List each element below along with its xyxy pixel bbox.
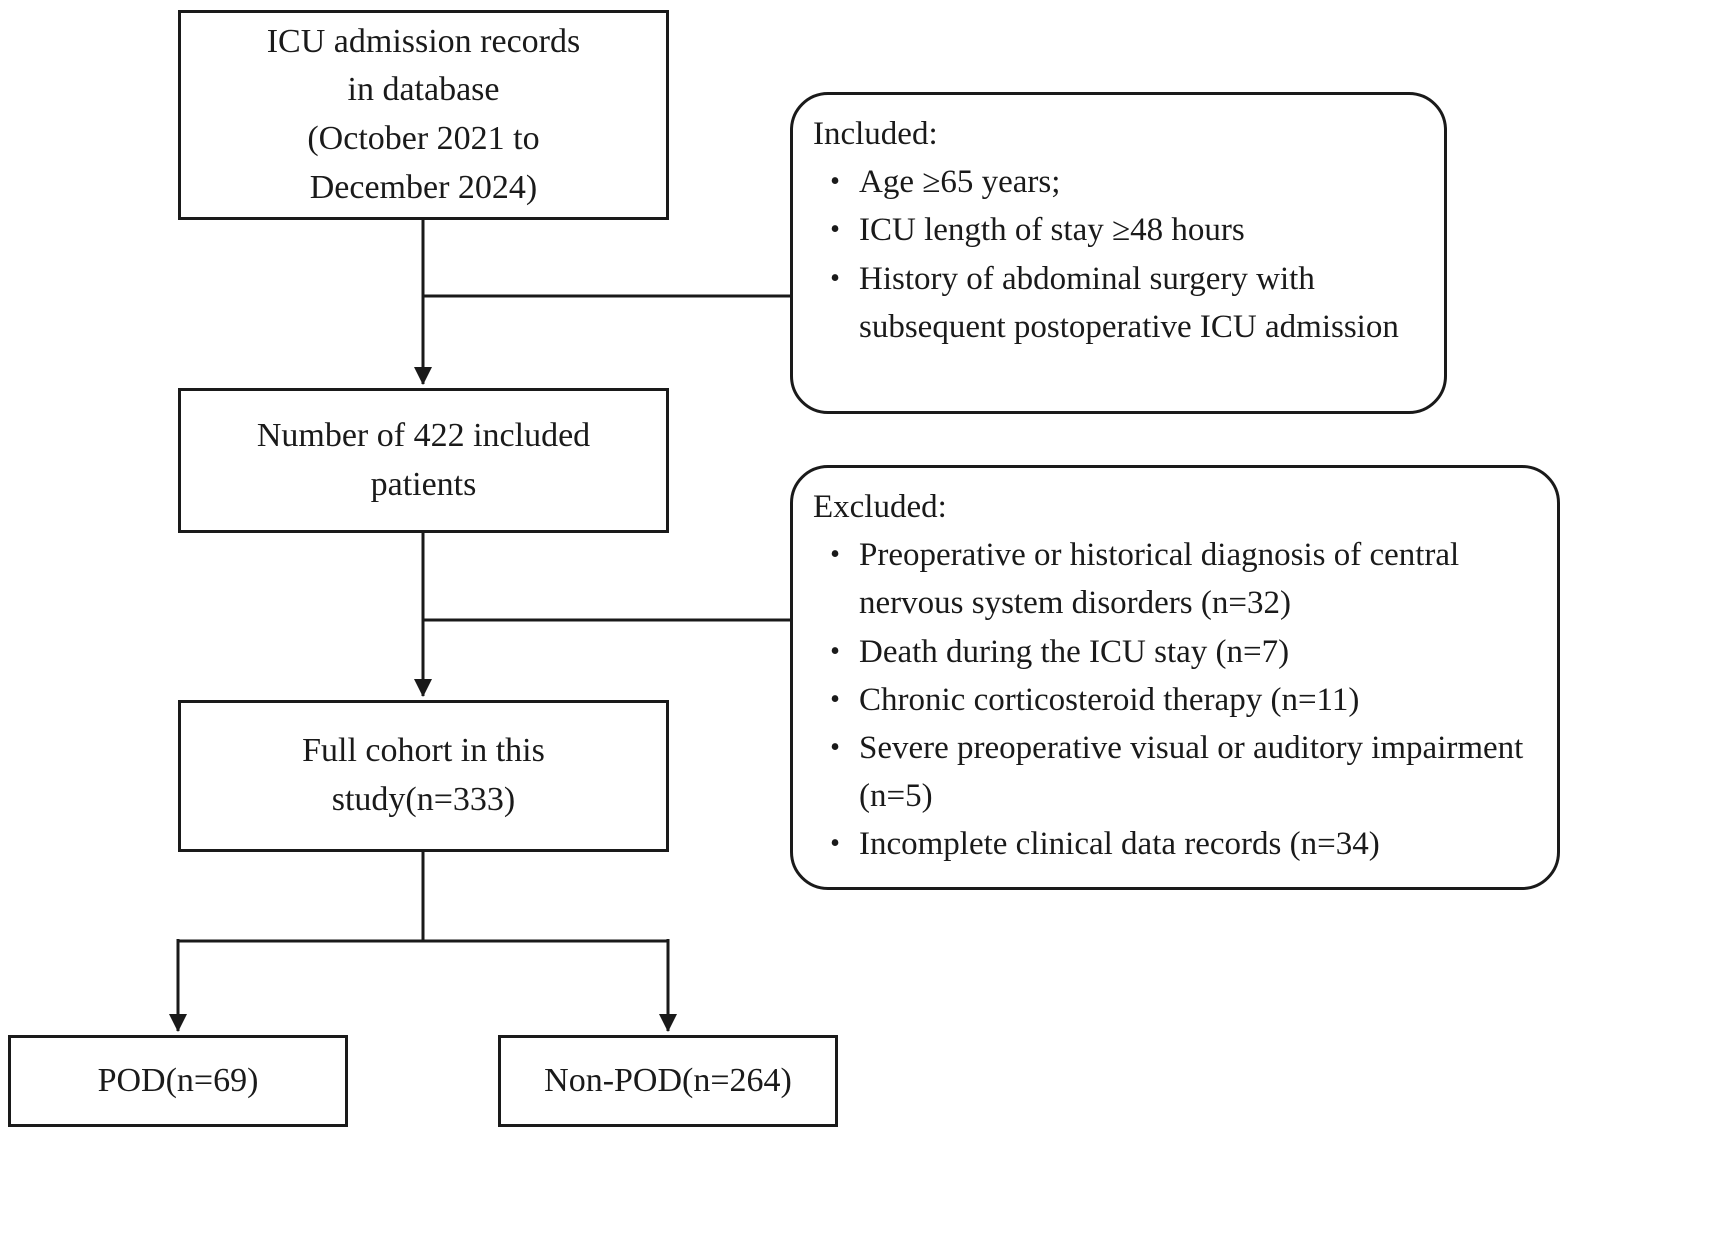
node-icu-admission-records <box>178 10 669 220</box>
node-text-line: ICU admission records <box>266 22 581 60</box>
list-item <box>811 255 1426 351</box>
bullet-icon: • <box>830 828 840 860</box>
node-text-line: in database <box>347 71 500 109</box>
included-title: Included: <box>813 116 938 152</box>
node-full-cohort <box>178 700 669 852</box>
bullet-icon: • <box>830 683 840 715</box>
excluded-title: Excluded: <box>813 489 947 525</box>
node-text-line: Full cohort in this <box>302 732 545 770</box>
bullet-icon: • <box>830 731 840 763</box>
bullet-icon: • <box>830 635 840 667</box>
node-text-line: POD(n=69) <box>97 1061 259 1099</box>
node-text-line: December 2024) <box>309 168 538 206</box>
node-included-patients <box>178 388 669 533</box>
excluded-criterion: Preoperative or historical diagnosis of central nervous system disorders (n=32) <box>859 537 1460 622</box>
bullet-icon: • <box>830 214 840 246</box>
bullet-icon: • <box>830 166 840 198</box>
list-item <box>811 724 1539 820</box>
node-pod-group <box>8 1035 348 1127</box>
node-text-line: Number of 422 included <box>256 416 591 454</box>
list-item <box>811 531 1539 627</box>
node-text-line: Non-POD(n=264) <box>544 1061 792 1099</box>
callout-included-criteria <box>790 92 1447 414</box>
node-text-line: patients <box>370 465 477 503</box>
excluded-criterion: Incomplete clinical data records (n=34) <box>859 826 1380 863</box>
excluded-criterion: Severe preoperative visual or auditory impairment (n=5) <box>859 729 1524 815</box>
included-criterion: Age ≥65 years; <box>859 164 1061 201</box>
node-text-line: (October 2021 to <box>307 120 540 157</box>
excluded-criterion: Chronic corticosteroid therapy (n=11) <box>859 681 1360 718</box>
bullet-icon: • <box>830 539 840 571</box>
list-item <box>811 628 1539 676</box>
list-item <box>811 676 1539 724</box>
node-text-line: study(n=333) <box>331 781 516 818</box>
list-item <box>811 158 1426 206</box>
excluded-criterion: Death during the ICU stay (n=7) <box>859 633 1290 670</box>
list-item <box>811 206 1426 254</box>
included-criterion: ICU length of stay ≥48 hours <box>859 212 1245 249</box>
included-criterion: History of abdominal surgery with subsequent postoperative ICU admission <box>859 260 1399 345</box>
callout-excluded-criteria <box>790 465 1560 890</box>
node-non-pod-group <box>498 1035 838 1127</box>
list-item <box>811 820 1539 868</box>
bullet-icon: • <box>830 262 840 294</box>
